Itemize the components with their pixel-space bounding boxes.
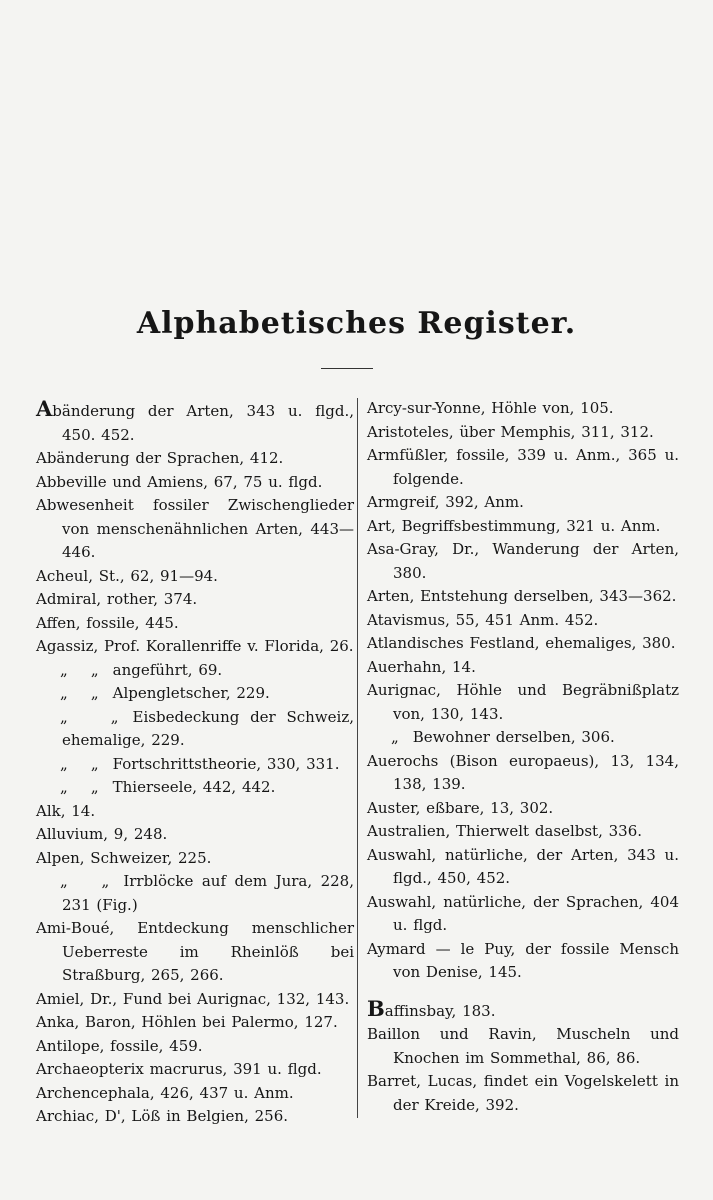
register-entry — [36, 635, 354, 659]
entry-text: Anka, Baron, Höhlen bei Palermo, 127. — [36, 1013, 338, 1031]
entry-text: Antilope, fossile, 459. — [36, 1036, 203, 1055]
ditto-marks: „ „ — [60, 660, 99, 679]
register-entry — [36, 397, 354, 447]
register-entry — [36, 800, 354, 824]
register-entry — [367, 444, 679, 491]
entry-text: Thierseele, 442, 442. — [112, 778, 276, 796]
entry-text: Auster, eßbare, 13, 302. — [367, 798, 554, 817]
register-entry — [36, 776, 354, 800]
register-entry — [367, 797, 679, 821]
entry-text: Eisbedeckung der Schweiz, ehemalige, 229. — [62, 707, 354, 749]
register-entry — [36, 494, 354, 565]
entry-text: Alluvium, 9, 248. — [36, 825, 168, 843]
entry-text: Abbeville und Amiens, 67, 75 u. flgd. — [36, 472, 323, 491]
ditto-marks: „ — [391, 728, 399, 746]
entry-text: Baillon und Ravin, Muscheln und Knochen im Sommethal, 86, 86. — [367, 1025, 679, 1067]
entry-text: Archencephala, 426, 437 u. Anm. — [36, 1083, 294, 1102]
register-entry — [367, 515, 679, 539]
entry-text: Atlandisches Festland, ehemaliges, 380. — [367, 634, 676, 652]
entry-text: Armgreif, 392, Anm. — [367, 493, 524, 511]
entry-text: Auswahl, natürliche, der Sprachen, 404 u. flgd. — [367, 892, 679, 934]
ditto-marks: „ „ — [60, 684, 99, 702]
entry-text: Fortschrittstheorie, 330, 331. — [112, 754, 340, 773]
register-entry — [367, 656, 679, 680]
entry-text: Abwesenheit fossiler Zwischenglieder von menschenähnlichen Arten, 443—446. — [36, 496, 354, 561]
register-entry — [36, 870, 354, 917]
entry-text: Affen, fossile, 445. — [36, 613, 179, 632]
register-entry — [36, 917, 354, 988]
register-entry — [367, 997, 679, 1024]
register-entry — [367, 938, 679, 985]
section-initial: A — [36, 396, 53, 421]
register-entry — [367, 891, 679, 938]
register-entry — [367, 491, 679, 515]
entry-text: Art, Begriffsbestimmung, 321 u. Anm. — [367, 516, 661, 535]
register-entry — [367, 421, 679, 445]
entry-text: Archiac, D', Löß in Belgien, 256. — [36, 1107, 289, 1125]
entry-text: Aristoteles, über Memphis, 311, 312. — [367, 422, 654, 441]
entry-text: Agassiz, Prof. Korallenriffe v. Florida, 26. — [36, 637, 354, 655]
register-entry — [36, 1058, 354, 1082]
register-entry — [367, 538, 679, 585]
entry-text: angeführt, 69. — [112, 660, 223, 679]
entry-text: Australien, Thierwelt daselbst, 336. — [367, 822, 642, 840]
entry-text: Bewohner derselben, 306. — [412, 728, 615, 746]
entry-text: Armfüßler, fossile, 339 u. Anm., 365 u. folgende. — [367, 446, 679, 488]
register-entry — [36, 682, 354, 706]
entry-text: Alk, 14. — [36, 801, 96, 820]
entry-text: Irrblöcke auf dem Jura, 228, 231 (Fig.) — [62, 872, 354, 914]
entry-text: affinsbay, 183. — [384, 1001, 496, 1020]
register-entry — [367, 726, 679, 750]
register-entry — [367, 1023, 679, 1070]
register-entry — [367, 632, 679, 656]
register-entry — [36, 1011, 354, 1035]
entry-text: bänderung der Arten, 343 u. flgd., 450. 452. — [52, 402, 354, 444]
register-entry — [367, 609, 679, 633]
entry-text: Asa-Gray, Dr., Wanderung der Arten, 380. — [367, 540, 679, 582]
left-column — [36, 397, 354, 1129]
page-title: Alphabetisches Register. — [136, 306, 577, 341]
entry-text: Auerochs (Bison europaeus), 13, 134, 138, 139. — [367, 751, 679, 793]
register-entry — [36, 753, 354, 777]
register-entry — [367, 397, 679, 421]
entry-text: Admiral, rother, 374. — [36, 590, 198, 608]
register-entry — [367, 750, 679, 797]
register-entry — [36, 1082, 354, 1106]
entry-text: Abänderung der Sprachen, 412. — [36, 449, 284, 467]
entry-text: Arten, Entstehung derselben, 343—362. — [367, 587, 677, 605]
entry-text: Aurignac, Höhle und Begräbnißplatz von, 130, 143. — [367, 681, 679, 723]
register-entry — [36, 988, 354, 1012]
entry-text: Aymard — le Puy, der fossile Mensch von Denise, 145. — [367, 939, 679, 981]
entry-text: Acheul, St., 62, 91—94. — [36, 566, 218, 585]
register-entry — [36, 706, 354, 753]
entry-text: Auerhahn, 14. — [367, 657, 476, 676]
ditto-marks: „ „ — [60, 872, 110, 890]
register-entry — [36, 1105, 354, 1129]
entry-text: Ami-Boué, Entdeckung menschlicher Ueberreste im Rheinlöß bei Straßburg, 265, 266. — [36, 919, 354, 984]
section-initial: B — [367, 995, 385, 1021]
register-entry — [36, 471, 354, 495]
register-entry — [36, 447, 354, 471]
register-entry — [367, 585, 679, 609]
column-divider — [357, 398, 358, 1118]
register-entry — [36, 847, 354, 871]
register-entry — [367, 820, 679, 844]
entry-text: Barret, Lucas, findet ein Vogelskelett in der Kreide, 392. — [367, 1072, 679, 1114]
entry-text: Alpengletscher, 229. — [112, 684, 270, 702]
ditto-marks: „ „ — [60, 707, 119, 726]
register-entry — [36, 612, 354, 636]
entry-text: Arcy-sur-Yonne, Höhle von, 105. — [367, 399, 614, 417]
right-column — [367, 397, 679, 1117]
ditto-marks: „ „ — [60, 778, 99, 796]
ditto-marks: „ „ — [60, 754, 99, 773]
entry-text: Amiel, Dr., Fund bei Aurignac, 132, 143. — [36, 989, 350, 1008]
register-entry — [36, 659, 354, 683]
entry-text: Alpen, Schweizer, 225. — [36, 848, 212, 867]
register-entry — [36, 588, 354, 612]
entry-text: Archaeopterix macrurus, 391 u. flgd. — [36, 1060, 322, 1078]
register-entry — [367, 844, 679, 891]
title-ornament — [321, 368, 373, 369]
entry-text: Auswahl, natürliche, der Arten, 343 u. flgd., 450, 452. — [367, 845, 679, 887]
register-entry — [36, 565, 354, 589]
register-entry — [36, 1035, 354, 1059]
register-entry — [36, 823, 354, 847]
entry-text: Atavismus, 55, 451 Anm. 452. — [367, 610, 599, 629]
register-entry — [367, 679, 679, 726]
register-entry — [367, 1070, 679, 1117]
